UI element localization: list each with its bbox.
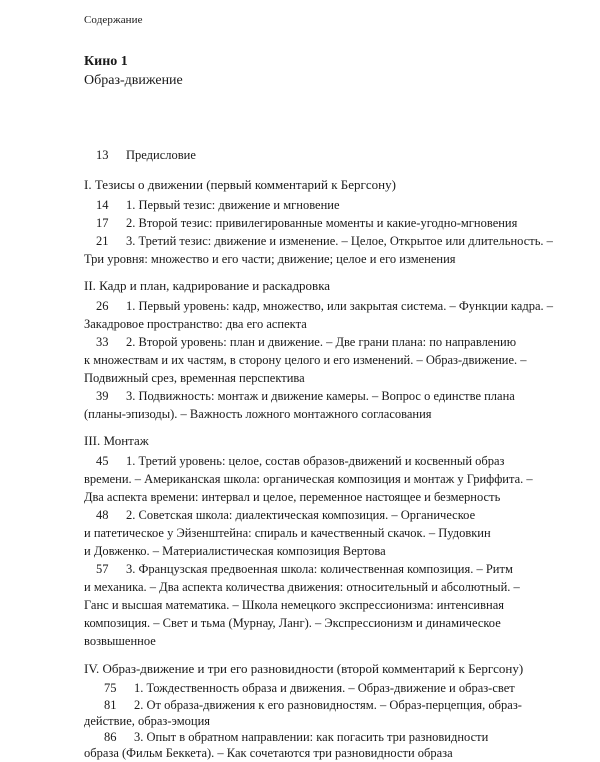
section-title[interactable]: IV. Образ-движение и три его разновидности (второй комментарий к Бергсону) <box>84 661 524 676</box>
toc-entry[interactable] <box>104 679 515 697</box>
entry-continuation: Закадровое пространство: два его аспекта <box>84 317 307 331</box>
toc-entry[interactable] <box>96 387 515 405</box>
entry-text: 1. Первый уровень: кадр, множество, или закрытая система. – Функции кадра. – <box>126 299 553 313</box>
entry-continuation: к множествам и их частям, в сторону целого и его изменений. – Образ-движение. – <box>84 353 527 367</box>
entry-continuation: действие, образ-эмоция <box>84 714 211 728</box>
entry-text: 3. Опыт в обратном направлении: как погасить три разновидности <box>134 730 489 744</box>
entry-continuation: и патетическое у Эйзенштейна: спираль и качественный скачок. – Пудовкин <box>84 526 491 540</box>
section-title[interactable]: I. Тезисы о движении (первый комментарий к Бергсону) <box>84 177 396 192</box>
entry-continuation: (планы-эпизоды). – Важность ложного монтажного согласования <box>84 407 432 421</box>
entry-text: 2. От образа-движения к его разновидностям. – Образ-перцепция, образ- <box>134 698 522 712</box>
entry-continuation: Подвижный срез, временная перспектива <box>84 371 305 385</box>
entry-continuation: Ганс и высшая математика. – Школа немецкого экспрессионизма: интенсивная <box>84 598 504 612</box>
book-subtitle: Образ-движение <box>84 73 183 88</box>
toc-entry[interactable] <box>96 232 553 250</box>
page-number: 21 <box>96 234 109 248</box>
entry-text: 2. Второй тезис: привилегированные моменты и какие-угодно-мгновения <box>126 216 518 230</box>
page-number: 26 <box>96 299 109 313</box>
page-number: 81 <box>104 698 117 712</box>
entry-continuation: композиция. – Свет и тьма (Мурнау, Ланг). – Экспрессионизм и динамическое <box>84 616 501 630</box>
toc-entry[interactable] <box>96 333 516 351</box>
entry-continuation: и механика. – Два аспекта количества движения: относительный и абсолютный. – <box>84 580 520 594</box>
running-header: Содержание <box>84 14 143 26</box>
entry-continuation: Два аспекта времени: интервал и целое, переменное настоящее и безмерность <box>84 490 501 504</box>
toc-entry[interactable] <box>96 560 513 578</box>
entry-text: 2. Советская школа: диалектическая композиция. – Органическое <box>126 508 476 522</box>
entry-continuation: образа (Фильм Беккета). – Как сочетаются три разновидности образа <box>84 746 453 760</box>
toc-entry[interactable] <box>96 214 517 232</box>
toc-entry[interactable] <box>96 297 553 315</box>
page-number: 33 <box>96 335 109 349</box>
page-number: 17 <box>96 216 109 230</box>
entry-title: Предисловие <box>126 148 196 162</box>
entry-text: 1. Первый тезис: движение и мгновение <box>126 198 340 212</box>
toc-entry-preface[interactable] <box>96 146 196 164</box>
entry-text: 3. Французская предвоенная школа: количественная композиция. – Ритм <box>126 562 513 576</box>
page-number: 45 <box>96 454 109 468</box>
page-number: 86 <box>104 730 117 744</box>
entry-continuation: Три уровня: множество и его части; движение; целое и его изменения <box>84 252 456 266</box>
book-heading <box>84 52 183 90</box>
section-title[interactable]: III. Монтаж <box>84 433 149 448</box>
page-number: 57 <box>96 562 109 576</box>
page-number: 13 <box>96 148 109 162</box>
page-number: 75 <box>104 681 117 695</box>
entry-continuation: и Довженко. – Материалистическая композиция Вертова <box>84 544 386 558</box>
page-number: 48 <box>96 508 109 522</box>
page-number: 14 <box>96 198 109 212</box>
entry-text: 2. Второй уровень: план и движение. – Две грани плана: по направлению <box>126 335 517 349</box>
entry-continuation: времени. – Американская школа: органическая композиция и монтаж у Гриффита. – <box>84 472 533 486</box>
entry-text: 3. Подвижность: монтаж и движение камеры. – Вопрос о единстве плана <box>126 389 515 403</box>
page-number: 39 <box>96 389 109 403</box>
entry-text: 1. Третий уровень: целое, состав образов-движений и косвенный образ <box>126 454 505 468</box>
entry-text: 1. Тождественность образа и движения. – Образ-движение и образ-свет <box>134 681 515 695</box>
section-title[interactable]: II. Кадр и план, кадрирование и раскадровка <box>84 278 331 293</box>
toc-entry[interactable] <box>96 452 505 470</box>
book-title: Кино 1 <box>84 54 128 69</box>
entry-continuation: возвышенное <box>84 634 156 648</box>
toc-entry[interactable] <box>96 506 475 524</box>
entry-text: 3. Третий тезис: движение и изменение. – Целое, Открытое или длительность. – <box>126 234 553 248</box>
toc-entry[interactable] <box>96 196 340 214</box>
